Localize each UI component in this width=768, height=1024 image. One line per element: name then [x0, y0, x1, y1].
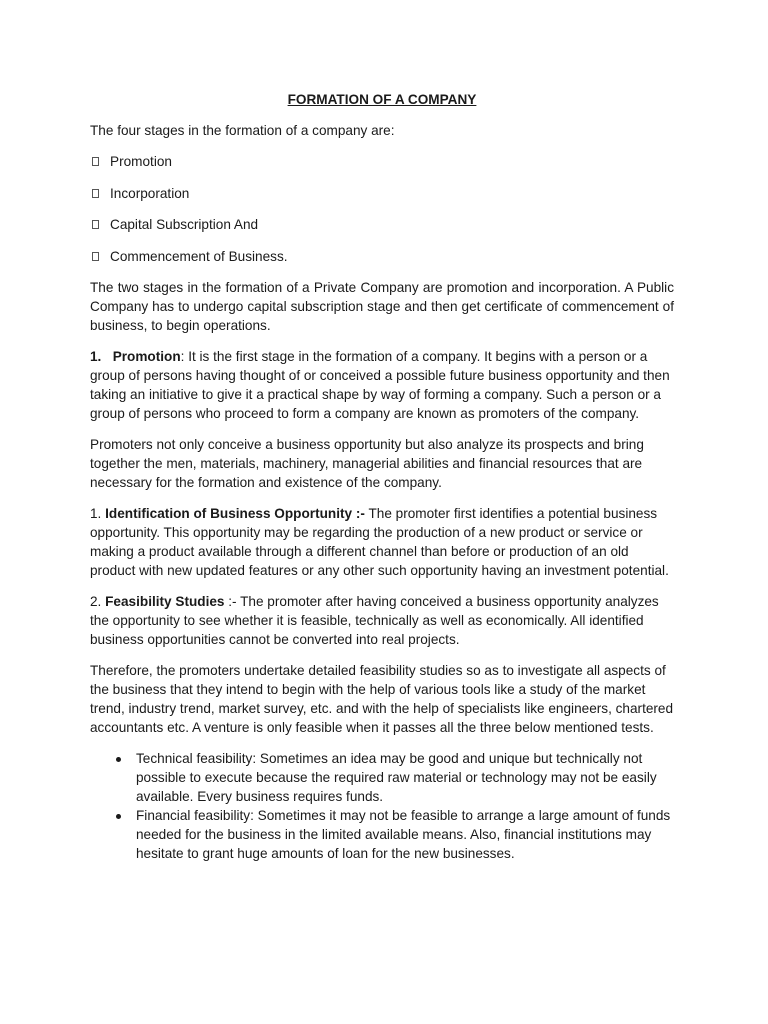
bullet-text: Technical feasibility: Sometimes an idea may be good and unique but technically not possible to execute because the required raw material or technology may not be easily available. Every business requires funds.	[136, 750, 657, 804]
stage-label: Promotion	[110, 154, 172, 169]
list-item	[90, 184, 674, 203]
promotion-paragraph	[90, 347, 674, 423]
document-page	[90, 90, 674, 863]
list-item	[90, 247, 674, 266]
feasibility-tests-list	[114, 749, 674, 863]
checkbox-glyph-icon	[92, 220, 99, 229]
identification-heading: Identification of Business Opportunity :-	[105, 505, 365, 521]
promoters-paragraph: Promoters not only conceive a business opportunity but also analyze its prospects and bring together the men, materials, machinery, managerial abilities and financial resources that are necessary for the formation and existence of the company.	[90, 436, 644, 490]
stage-label: Commencement of Business.	[110, 248, 288, 264]
identification-paragraph	[90, 504, 674, 580]
identification-number: 1.	[90, 505, 102, 521]
feasibility-number: 2.	[90, 593, 102, 609]
bullet-dot-icon	[116, 757, 121, 762]
promotion-number: 1.	[90, 348, 102, 364]
intro-paragraph: The four stages in the formation of a company are:	[90, 123, 395, 138]
feasibility-text: :- The promoter after having conceived a business opportunity analyzes the opportunity to see whether it is feasible, technically as well as economically. All identified business opportunities cannot be converted into real projects.	[90, 593, 659, 647]
checkbox-glyph-icon	[92, 189, 99, 198]
stage-label: Incorporation	[110, 185, 190, 201]
feasibility-paragraph	[90, 592, 674, 649]
list-item	[90, 152, 674, 171]
two-stages-paragraph: The two stages in the formation of a Private Company are promotion and incorporation. A Public Company has to undergo capital subscription stage and then get certificate of commencement of business, to begin operations.	[90, 279, 674, 333]
promotion-text: : It is the first stage in the formation of a company. It begins with a person or a group of persons having thought of or conceived a possible future business opportunity and then taking an initiative to give it a practical shape by way of forming a company. Such a person or a group of persons who proceed to form a company are known as promoters of the company.	[90, 348, 670, 421]
checkbox-glyph-icon	[92, 252, 99, 261]
stage-label: Capital Subscription And	[110, 217, 259, 232]
checkbox-glyph-icon	[92, 157, 99, 166]
list-item	[114, 806, 674, 863]
bullet-text: Financial feasibility: Sometimes it may not be feasible to arrange a large amount of funds needed for the business in the limited available means. Also, financial institutions may hesitate to grant huge amounts of loan for the new businesses.	[136, 807, 671, 861]
document-title: FORMATION OF A COMPANY	[287, 92, 477, 107]
bullet-dot-icon	[116, 814, 121, 819]
stages-list	[90, 152, 674, 266]
list-item	[114, 749, 674, 806]
feasibility-heading: Feasibility Studies	[105, 593, 225, 609]
promotion-heading: Promotion	[112, 348, 181, 364]
list-item	[90, 215, 674, 234]
identification-text: The promoter first identifies a potential business opportunity. This opportunity may be regarding the production of a new product or service or making a product available through a different channel than before or production of an old product with new updated features or any other such opportunity having an investment potential.	[90, 505, 669, 578]
therefore-paragraph: Therefore, the promoters undertake detailed feasibility studies so as to investigate all aspects of the business that they intend to begin with the help of various tools like a study of the market trend, industry trend, market survey, etc. and with the help of specialists like engineers, chartered accountants etc. A venture is only feasible when it passes all the three below mentioned tests.	[90, 662, 674, 735]
